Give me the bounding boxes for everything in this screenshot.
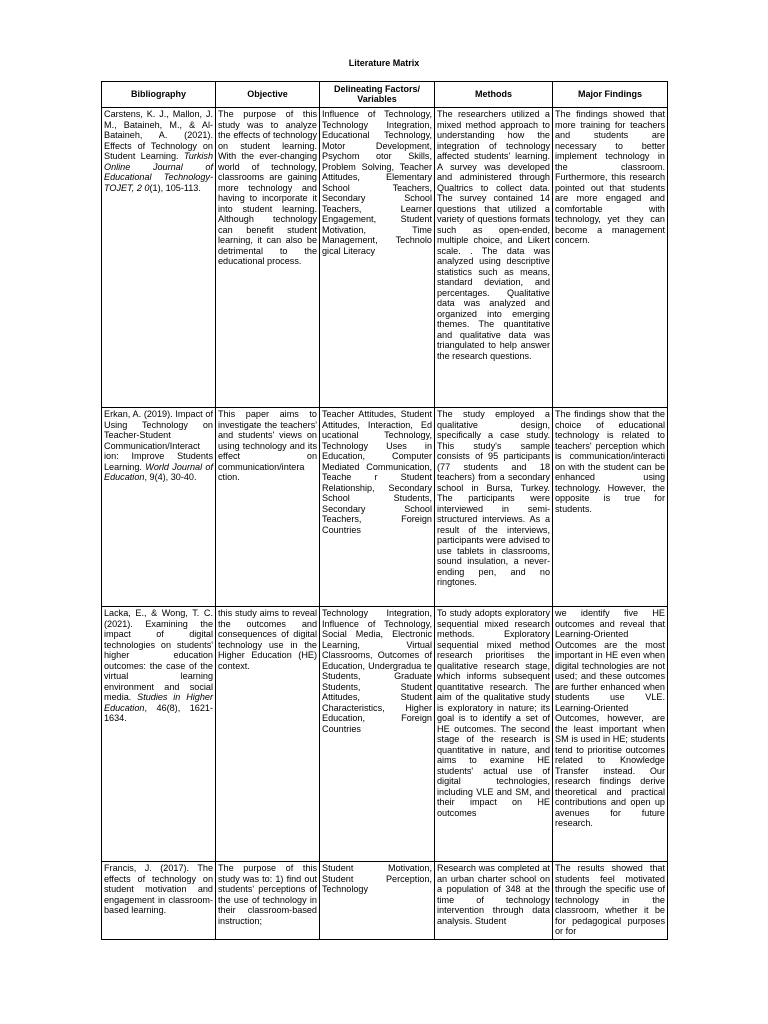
header-findings: Major Findings	[553, 82, 668, 108]
bibliography-cell	[102, 408, 216, 607]
factors-cell: Technology Integration, Influence of Technology, Social Media, Electronic Learning, Virtual Classrooms, Outcomes of Education, Undergradua te Students, Graduate Students, Student Attitudes, Student Characteristics, Higher Education, Foreign Countries	[320, 607, 435, 862]
bibliography-cell	[102, 862, 216, 940]
bib-citation: Francis, J. (2017). The effects of technology on student motivation and engagement in classroom-based learning.	[104, 863, 213, 915]
findings-cell: The findings showed that more training for teachers and students are necessary to better implement technology in the classroom. Furthermore, this research pointed out that students are more engaged and comfortable with technology, yet they can become a management concern.	[553, 108, 668, 408]
factors-cell: Influence of Technology, Technology Integration, Educational Technology, Motor Development, Psychom otor Skills, Problem Solving, Teacher Attitudes, Elementary School Teachers, Secondary School Teachers, Learner Engagement, Student Motivation, Time Management, Technolo gical Literacy	[320, 108, 435, 408]
objective-cell: this study aims to reveal the outcomes and consequences of digital technology use in the Higher Education (HE) context.	[216, 607, 320, 862]
bib-citation: Lacka, E., & Wong, T. C. (2021). Examining the impact of digital technologies on students' higher education outcomes: the case of the virtual learning environment and social media.	[104, 608, 213, 702]
methods-cell: The researchers utilized a mixed method approach to understanding how the integration of technology affected students' learning. A survey was developed and administered through Qualtrics to collect data. The survey contained 14 questions that utilized a variety of questions formats such as open-ended, multiple choice, and Likert scale. . The data was analyzed using descriptive statistics such as means, standard deviation, and percentages. Qualitative data was analyzed and organized into emerging themes. The quantitative and qualitative data was triangulated to help answer the research questions.	[435, 108, 553, 408]
bibliography-cell	[102, 607, 216, 862]
header-bibliography: Bibliography	[102, 82, 216, 108]
header-methods: Methods	[435, 82, 553, 108]
objective-cell: The purpose of this study was to: 1) find out students' perceptions of the use of technology in their classroom-based instruction;	[216, 862, 320, 940]
table-header-row	[102, 82, 668, 108]
table-row	[102, 108, 668, 408]
findings-cell: The results showed that students feel motivated through the specific use of technology in the classroom, whether it be for pedagogical purposes or for	[553, 862, 668, 940]
bib-citation: Carstens, K. J., Mallon, J. M., Bataineh, M., & Al-Bataineh, A. (2021). Effects of Technology on Student Learning.	[104, 109, 213, 161]
bib-volume: , 46(8), 1621-1634.	[104, 702, 213, 723]
bib-volume: (1), 105-113.	[149, 182, 201, 193]
bib-volume: , 9(4), 30-40.	[144, 472, 197, 482]
factors-cell: Student Motivation, Student Perception, Technology	[320, 862, 435, 940]
bib-journal: Turkish Online Journal of Educational Technology-TOJET, 2 0	[104, 151, 213, 193]
objective-cell: This paper aims to investigate the teachers' and students' views on using technology and its effect on communication/intera ction.	[216, 408, 320, 607]
methods-cell: The study employed a qualitative design, specifically a case study. This study's sample consists of 95 participants (77 students and 18 teachers) from a secondary school in Bursa, Turkey. The participants were interviewed in semi-structured interviews. As a result of the interviews, participants were advised to use tablets in classrooms, sound insulation, a never-ending pen, and no ringtones.	[435, 408, 553, 607]
table-row	[102, 408, 668, 607]
findings-cell: we identify five HE outcomes and reveal that Learning-Oriented Outcomes are the most important in HE even when digital technologies are not used; and these outcomes are further enhanced when students use VLE. Learning-Oriented Outcomes, however, are the least important when SM is used in HE; students tend to prioritise outcomes related to Knowledge Transfer instead. Our research findings derive theoretical and practical contributions and open up avenues for future research.	[553, 607, 668, 862]
page-title: Literature Matrix	[348, 58, 420, 68]
bib-journal: World Journal of Education	[104, 461, 213, 482]
bib-citation: Erkan, A. (2019). Impact of Using Technology on Teacher-Student Communication/Interact ion: Improve Students Learning.	[104, 409, 213, 472]
bib-journal: Studies in Higher Education	[104, 692, 213, 713]
methods-cell: To study adopts exploratory sequential mixed research methods. Exploratory sequential mixed method research prioritises the qualitative research stage, which informs subsequent quantitative research. The aim of the qualitative study is exploratory in nature; its goal is to identify a set of HE outcomes. The second stage of the research is quantitative in nature, and aims to examine HE students' actual use of digital technologies, including VLE and SM, and their impact on HE outcomes	[435, 607, 553, 862]
header-factors: Delineating Factors/ Variables	[320, 82, 435, 108]
bibliography-cell	[102, 108, 216, 408]
table-row	[102, 862, 668, 940]
objective-cell: The purpose of this study was to analyze the effects of technology on student learning. With the ever-changing world of technology, classrooms are gaining more technology and having to incorporate it into student learning. Although technology can benefit student learning, it can also be detrimental to the educational process.	[216, 108, 320, 408]
table-row	[102, 607, 668, 862]
methods-cell: Research was completed at an urban charter school on a population of 348 at the time of technology intervention through data analysis. Student	[435, 862, 553, 940]
findings-cell: The findings show that the choice of educational technology is related to teachers' perception which is communication/interacti on with the student can be enhanced using technology. However, the opposite is true for students.	[553, 408, 668, 607]
literature-matrix-table	[101, 81, 668, 940]
factors-cell: Teacher Attitudes, Student Attitudes, Interaction, Ed ucational Technology, Technology Uses in Education, Computer Mediated Communication, Teache r Student Relationship, Secondary School Students, Secondary School Teachers, Foreign Countries	[320, 408, 435, 607]
header-objective: Objective	[216, 82, 320, 108]
